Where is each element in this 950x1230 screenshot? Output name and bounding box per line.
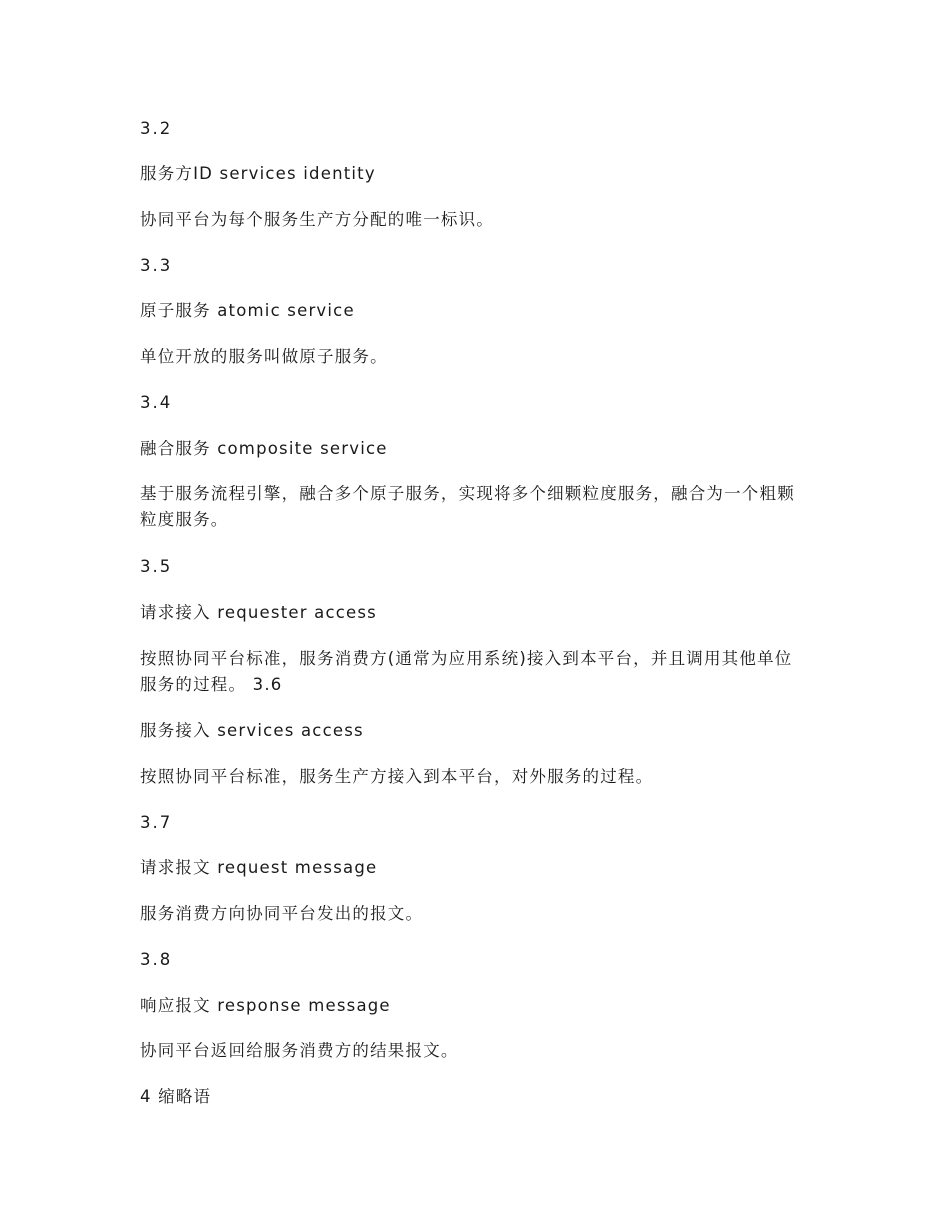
section-number-3-4: 3.4 (140, 393, 173, 412)
definition-services-access: 按照协同平台标准，服务生产方接入到本平台，对外服务的过程。 (140, 767, 654, 786)
section-heading-abbreviations: 4 缩略语 (140, 1087, 212, 1106)
definition-composite-service: 基于服务流程引擎，融合多个原子服务，实现将多个细颗粒度服务，融合为一个粗颗粒度服务。 (140, 484, 795, 529)
term-atomic-service: 原子服务 atomic service (140, 301, 355, 320)
term-services-access: 服务接入 services access (140, 721, 364, 740)
term-response-message: 响应报文 response message (140, 996, 391, 1015)
definition-request-message: 服务消费方向协同平台发出的报文。 (140, 904, 424, 923)
section-number-3-8: 3.8 (140, 950, 173, 969)
definition-services-identity: 协同平台为每个服务生产方分配的唯一标识。 (140, 210, 494, 229)
definition-response-message: 协同平台返回给服务消费方的结果报文。 (140, 1041, 459, 1060)
section-number-3-2: 3.2 (140, 119, 173, 138)
section-number-3-3: 3.3 (140, 256, 173, 275)
definition-requester-access: 按照协同平台标准，服务消费方(通常为应用系统)接入到本平台，并且调用其他单位服务的过程。 3.6 (140, 649, 793, 694)
term-services-identity: 服务方ID services identity (140, 164, 376, 183)
section-number-3-7: 3.7 (140, 813, 173, 832)
definition-atomic-service: 单位开放的服务叫做原子服务。 (140, 347, 388, 366)
term-request-message: 请求报文 request message (140, 858, 378, 877)
term-composite-service: 融合服务 composite service (140, 439, 388, 458)
section-number-3-5: 3.5 (140, 557, 173, 576)
term-requester-access: 请求接入 requester access (140, 603, 377, 622)
